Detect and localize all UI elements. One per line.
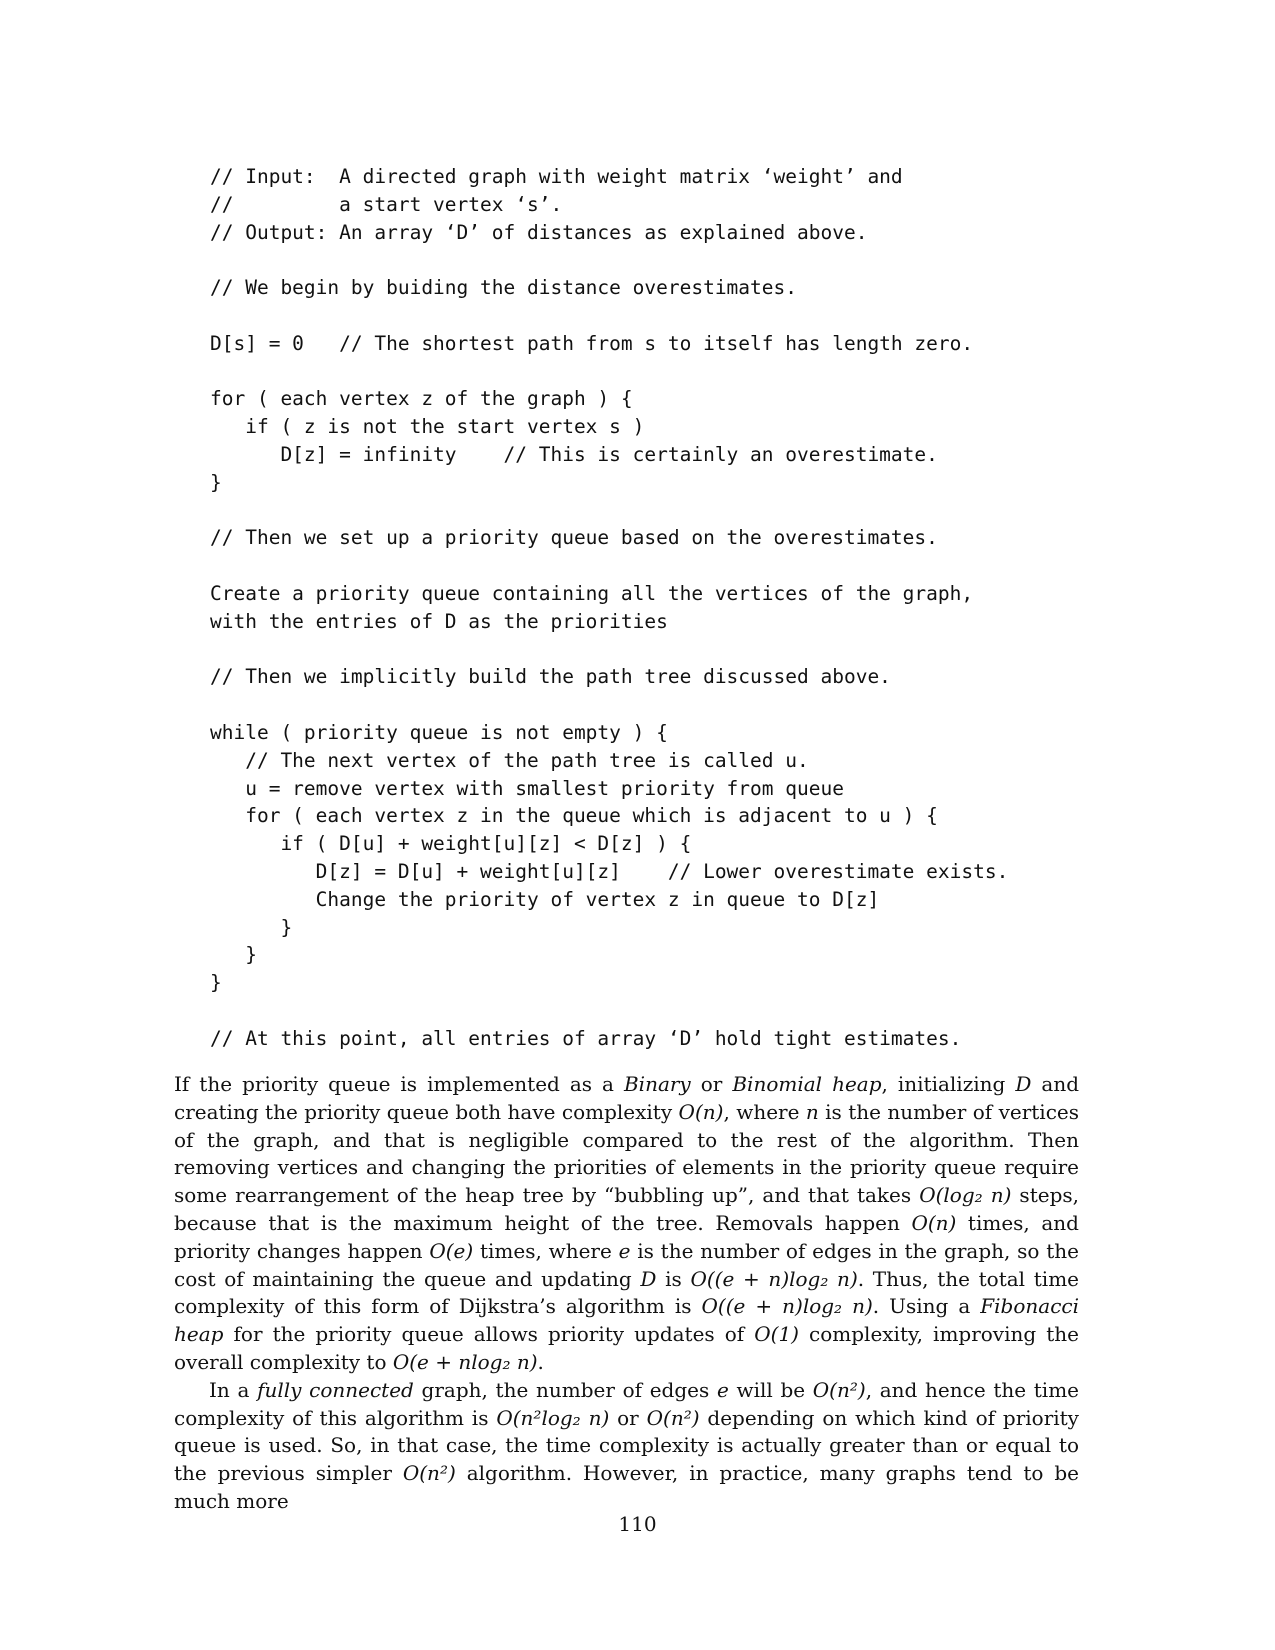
text-run: . Using a bbox=[872, 1294, 981, 1319]
code-line: } bbox=[210, 971, 222, 995]
code-line: for ( each vertex z in the queue which is adjacent to u ) { bbox=[210, 804, 938, 828]
code-line bbox=[210, 358, 1110, 386]
text-run: If the priority queue is implemented as a bbox=[174, 1072, 624, 1096]
math-variable: e bbox=[716, 1377, 729, 1402]
text-run: algorithm. However, in practice, many graphs tend to be much more bbox=[174, 1461, 1079, 1513]
math-variable: n bbox=[805, 1099, 819, 1124]
math-expression: O(1) bbox=[754, 1322, 799, 1347]
code-line: Change the priority of vertex z in queue to D[z] bbox=[210, 887, 880, 911]
code-line: u = remove vertex with smallest priority from queue bbox=[210, 776, 844, 800]
code-line: // The next vertex of the path tree is called u. bbox=[210, 748, 809, 772]
text-run: and creating the priority queue both have complexity bbox=[174, 1072, 1080, 1124]
code-line: D[z] = infinity // This is certainly an overestimate. bbox=[210, 442, 938, 466]
math-expression: O(n²) bbox=[646, 1405, 700, 1430]
emphasis: Binary bbox=[623, 1072, 691, 1096]
text-run: complexity, improving the overall complexity to bbox=[174, 1322, 1079, 1374]
code-line: if ( z is not the start vertex s ) bbox=[210, 415, 645, 439]
code-line: with the entries of D as the priorities bbox=[210, 609, 668, 633]
text-run: , where bbox=[723, 1099, 806, 1124]
math-variable: D bbox=[640, 1266, 657, 1291]
text-run: is the number of vertices of the graph, and that is negligible compared to the rest of the algorithm. Then removing vertices and changing the priorities of elements in the priority queue require some rearrangement of the heap tree by “bubbling up”, and that takes bbox=[174, 1099, 1080, 1208]
text-run: , and hence the time complexity of this algorithm is bbox=[174, 1377, 1079, 1430]
code-line: // We begin by buiding the distance overestimates. bbox=[210, 276, 797, 300]
text-run: or bbox=[609, 1405, 647, 1430]
pseudocode-block bbox=[210, 163, 1110, 1053]
code-line bbox=[210, 636, 1110, 664]
code-line bbox=[210, 246, 1110, 274]
text-run: is the number of edges in the graph, so the cost of maintaining the queue and updating bbox=[174, 1238, 1079, 1291]
emphasis: fully connected bbox=[257, 1377, 414, 1402]
text-run: , initializing bbox=[881, 1072, 1016, 1096]
code-line: // Input: A directed graph with weight matrix ‘weight’ and bbox=[210, 165, 903, 188]
text-run: or bbox=[690, 1072, 733, 1096]
code-line: // Output: An array ‘D’ of distances as explained above. bbox=[210, 220, 868, 244]
text-run: . Thus, the total time complexity of this form of Dijkstra’s algorithm is bbox=[174, 1266, 1079, 1319]
code-line: // Then we implicitly build the path tree discussed above. bbox=[210, 665, 891, 689]
math-expression: O(e) bbox=[429, 1238, 474, 1263]
emphasis: Fibonacci heap bbox=[174, 1294, 1079, 1347]
code-line: if ( D[u] + weight[u][z] < D[z] ) { bbox=[210, 832, 692, 856]
text-run: . bbox=[537, 1349, 544, 1374]
code-line bbox=[210, 997, 1110, 1025]
code-line: // a start vertex ‘s’. bbox=[210, 192, 563, 216]
code-line: } bbox=[210, 470, 222, 494]
math-expression: O((e + n)log₂ n) bbox=[701, 1294, 873, 1319]
text-run: will be bbox=[728, 1377, 813, 1402]
code-line: for ( each vertex z of the graph ) { bbox=[210, 387, 633, 411]
math-expression: O(e + nlog₂ n) bbox=[392, 1349, 538, 1374]
math-variable: e bbox=[618, 1238, 631, 1263]
math-expression: O(n²) bbox=[402, 1461, 456, 1486]
text-run: In a bbox=[209, 1377, 258, 1402]
code-line: // At this point, all entries of array ‘D’ hold tight estimates. bbox=[210, 1026, 962, 1050]
math-expression: O(n²) bbox=[812, 1377, 866, 1402]
math-expression: O(n) bbox=[678, 1099, 724, 1124]
paragraph-heap-complexity bbox=[174, 1071, 1079, 1377]
emphasis: Binomial heap bbox=[732, 1072, 882, 1096]
code-line: Create a priority queue containing all the vertices of the graph, bbox=[210, 581, 974, 605]
text-run: graph, the number of edges bbox=[413, 1377, 717, 1402]
page-number: 110 bbox=[618, 1512, 657, 1536]
code-line bbox=[210, 497, 1110, 525]
code-line bbox=[210, 691, 1110, 719]
code-line: } bbox=[210, 943, 257, 967]
code-line: } bbox=[210, 915, 293, 939]
body-text bbox=[174, 1071, 1079, 1516]
code-line: while ( priority queue is not empty ) { bbox=[210, 720, 668, 744]
code-line: D[s] = 0 // The shortest path from s to itself has length zero. bbox=[210, 331, 974, 355]
math-expression: O(n) bbox=[911, 1210, 957, 1235]
text-run: times, and priority changes happen bbox=[174, 1210, 1079, 1263]
code-line bbox=[210, 552, 1110, 580]
paragraph-fully-connected bbox=[174, 1377, 1079, 1516]
text-run: for the priority queue allows priority updates of bbox=[223, 1322, 755, 1347]
math-variable: D bbox=[1015, 1072, 1032, 1096]
text-run: depending on which kind of priority queue is used. So, in that case, the time complexity is actually greater than or equal to the previous simpler bbox=[174, 1405, 1079, 1486]
text-run: steps, because that is the maximum height of the tree. Removals happen bbox=[174, 1183, 1079, 1235]
math-expression: O((e + n)log₂ n) bbox=[690, 1266, 858, 1291]
code-line bbox=[210, 302, 1110, 330]
math-expression: O(log₂ n) bbox=[919, 1183, 1012, 1208]
code-line: D[z] = D[u] + weight[u][z] // Lower overestimate exists. bbox=[210, 859, 1009, 883]
text-run: times, where bbox=[473, 1238, 619, 1263]
math-expression: O(n²log₂ n) bbox=[496, 1405, 610, 1430]
code-line: // Then we set up a priority queue based on the overestimates. bbox=[210, 526, 938, 550]
text-run: is bbox=[656, 1266, 691, 1291]
